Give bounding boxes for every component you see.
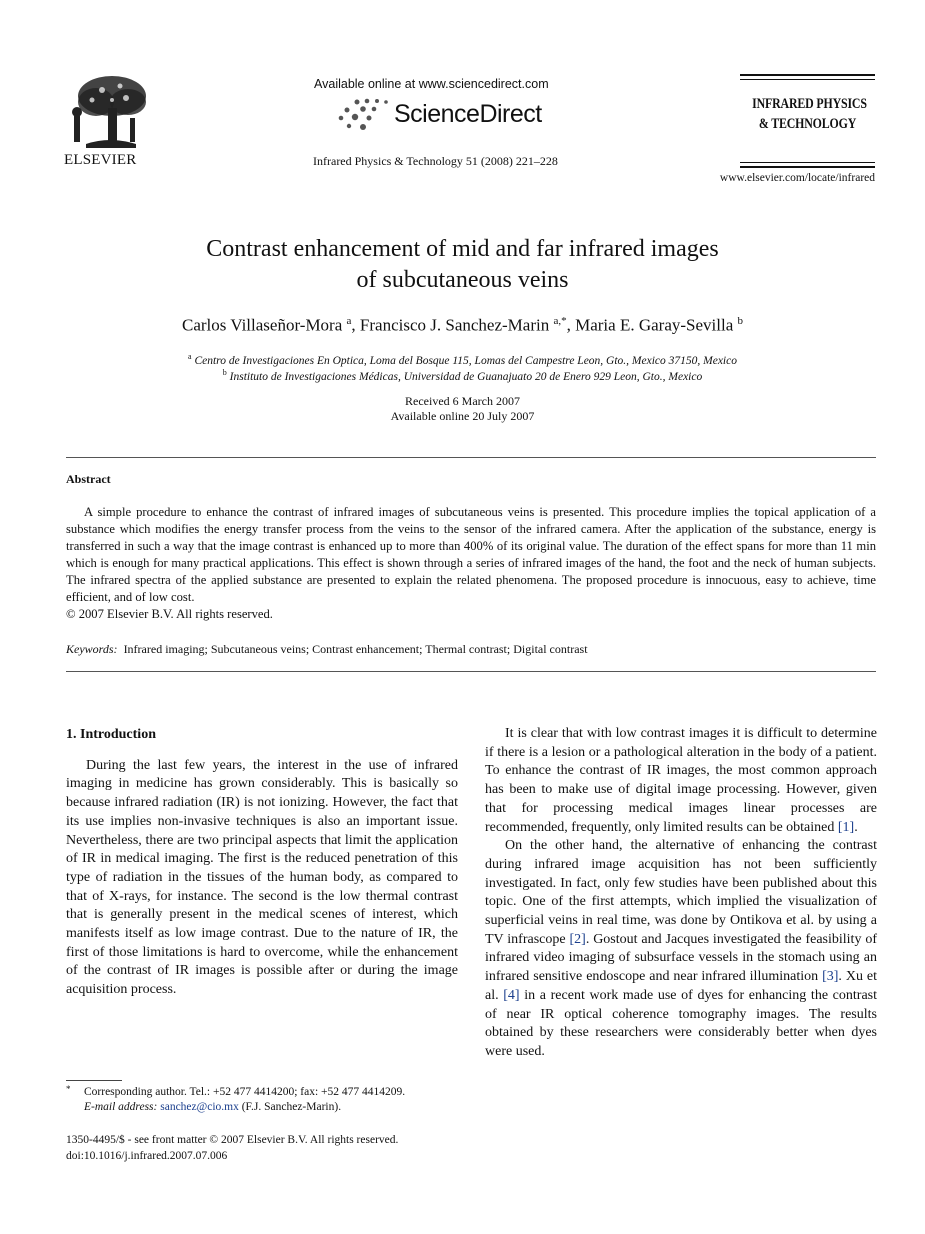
article-title bbox=[0, 234, 925, 296]
author-separator: , bbox=[566, 315, 576, 335]
dates bbox=[0, 394, 925, 424]
paragraph-text: It is clear that with low contrast images it is difficult to determine if there is a lesion or a pathological alteration in the body of a patient. To enhance the contrast of IR images, the most common approach has been to make use of digital image processing. However, given that for processing medical images linear processes are recommended, frequently, only limited results can be obtained bbox=[485, 726, 877, 835]
paragraph-text: On the other hand, the alternative of enhancing the contrast during infrared image acquisition has not been sufficiently investigated. In fact, only few studies have been published about this topic. One of the first attempts, which implied the visualization of superficial veins in real time, was done by Ontikova et al. by using a TV infrascope bbox=[485, 838, 877, 947]
citation-link[interactable]: [4] bbox=[503, 987, 520, 1003]
elsevier-wordmark: ELSEVIER bbox=[64, 152, 137, 168]
doi-line[interactable]: doi:10.1016/j.infrared.2007.07.006 bbox=[66, 1149, 228, 1162]
badge-rule-bottom bbox=[740, 166, 875, 168]
email-suffix: (F.J. Sanchez-Marin). bbox=[238, 1101, 342, 1113]
available-online-text[interactable]: Available online at www.sciencedirect.com bbox=[314, 77, 549, 91]
affil-marker: b bbox=[222, 368, 227, 377]
issn-line: 1350-4495/$ - see front matter © 2007 Elsevier B.V. All rights reserved. bbox=[66, 1134, 399, 1146]
author-affil-mark: b bbox=[737, 315, 743, 327]
abstract-copyright: © 2007 Elsevier B.V. All rights reserved. bbox=[66, 607, 273, 621]
author-list bbox=[0, 315, 925, 336]
keywords-label: Keywords: bbox=[66, 642, 118, 656]
elsevier-logo bbox=[64, 72, 156, 172]
email-link[interactable]: sanchez@cio.mx bbox=[160, 1101, 239, 1113]
bottom-info bbox=[66, 1133, 398, 1164]
sciencedirect-dots-icon bbox=[337, 98, 391, 132]
citation-link[interactable]: [2] bbox=[569, 931, 586, 947]
intro-paragraph bbox=[485, 837, 877, 1061]
paragraph-text: . Xu et al. bbox=[485, 969, 877, 1003]
sciencedirect-logo[interactable] bbox=[337, 96, 562, 136]
affil-marker: a bbox=[188, 352, 192, 361]
citation-link[interactable]: [3] bbox=[822, 969, 839, 985]
email-line bbox=[66, 1100, 466, 1115]
abstract-body bbox=[66, 504, 876, 623]
affiliation-a bbox=[0, 352, 925, 367]
footnote-rule bbox=[66, 1080, 122, 1081]
keywords-list: Infrared imaging; Subcutaneous veins; Contrast enhancement; Thermal contrast; Digital contrast bbox=[123, 642, 588, 656]
paragraph-text: in a recent work made use of dyes for enhancing the contrast of near IR optical coherence tomography images. The results obtained by these researchers were considerably better when dyes were used. bbox=[485, 987, 878, 1059]
divider-top bbox=[66, 457, 876, 458]
paragraph-text: . bbox=[854, 819, 858, 835]
intro-paragraph: During the last few years, the interest in the use of infrared imaging in medicine has grown considerably. This is basically so because infrared radiation (IR) is not ionizing. However, the fact that its use implies non-invasive techniques is also an important issue. Nevertheless, there are two principal aspects that limit the application of IR in medical imaging. The first is the reduced penetration of this type of radiation in the tissues of the human body, as compared to that of X-rays, for instance. The second is the low thermal contrast that is generally present in the medical scenes of interest, which manifests itself as low image contrast. Due to the nature of IR, the first of those limitations is hard to overcome, while the enhancement of the contrast of IR images is possible after or during the image acquisition process. bbox=[66, 757, 458, 998]
email-label: E-mail address: bbox=[84, 1101, 158, 1113]
title-line1: Contrast enhancement of mid and far infrared images bbox=[206, 236, 719, 262]
paragraph-text: . Gostout and Jacques investigated the feasibility of infrared video imaging of subsurface vessels in the stomach using an infrared sensitive endoscope and near infrared illumination bbox=[485, 931, 877, 985]
keywords bbox=[66, 642, 588, 657]
affiliation-b bbox=[0, 368, 925, 383]
left-column bbox=[66, 726, 458, 1000]
journal-citation: Infrared Physics & Technology 51 (2008) 221–228 bbox=[313, 154, 558, 168]
author-affil-mark: a,* bbox=[553, 315, 567, 327]
section-heading: 1. Introduction bbox=[66, 727, 156, 742]
journal-name-line1: INFRARED PHYSICS bbox=[752, 96, 867, 112]
title-line2: of subcutaneous veins bbox=[356, 267, 569, 293]
author-name: Maria E. Garay-Sevilla bbox=[575, 315, 734, 335]
citation-link[interactable]: [1] bbox=[837, 819, 855, 835]
badge-rule-bottom-group bbox=[740, 162, 875, 171]
author-separator: , bbox=[351, 315, 360, 335]
badge-rule-bottom-thin bbox=[740, 162, 875, 163]
journal-name-line2: & TECHNOLOGY bbox=[758, 116, 857, 132]
footnote bbox=[66, 1085, 466, 1115]
divider-bottom bbox=[66, 671, 876, 672]
elsevier-tree-icon bbox=[66, 72, 152, 152]
available-date: Available online 20 July 2007 bbox=[390, 409, 535, 423]
badge-rule-top bbox=[740, 74, 875, 76]
abstract-text: A simple procedure to enhance the contrast of infrared images of subcutaneous veins is presented. This procedure implies the topical application of a substance which modifies the energy transfer process from the veins to the sensor of the infrared camera. After the application of the substance, energy is transferred in such a way that the image contrast is enhanced up to more than 400% of its original value. The duration of the effect spans for more than 11 min which is enough for many practical applications. This effect is shown through a series of infrared images of the hand, the foot and the neck of human subjects. The infrared spectra of the applied substance are presented to explain the related phenomena. The proposed procedure is innocuous, easy to achieve, time efficient, and of low cost. bbox=[66, 505, 876, 604]
intro-paragraph bbox=[485, 725, 877, 837]
affil-text: Centro de Investigaciones En Optica, Loma del Bosque 115, Lomas del Campestre Leon, Gto., Mexico 37150, Mexico bbox=[194, 354, 737, 367]
received-date: Received 6 March 2007 bbox=[405, 394, 520, 408]
author-affil-mark: a bbox=[346, 315, 352, 327]
footnote-marker: * bbox=[66, 1084, 71, 1094]
journal-url[interactable]: www.elsevier.com/locate/infrared bbox=[719, 172, 875, 184]
sciencedirect-wordmark: ScienceDirect bbox=[394, 100, 542, 128]
author-name: Carlos Villaseñor-Mora bbox=[182, 315, 343, 335]
badge-rule-top-thin bbox=[740, 79, 875, 80]
author-name: Francisco J. Sanchez-Marin bbox=[359, 315, 550, 335]
right-column bbox=[485, 725, 877, 1062]
corresponding-author: Corresponding author. Tel.: +52 477 4414200; fax: +52 477 4414209. bbox=[84, 1086, 406, 1098]
affil-text: Instituto de Investigaciones Médicas, Universidad de Guanajuato 20 de Enero 929 Leon, Gto., Mexico bbox=[229, 370, 703, 383]
abstract-heading: Abstract bbox=[66, 472, 111, 486]
journal-badge bbox=[740, 74, 875, 134]
journal-name bbox=[752, 94, 867, 134]
